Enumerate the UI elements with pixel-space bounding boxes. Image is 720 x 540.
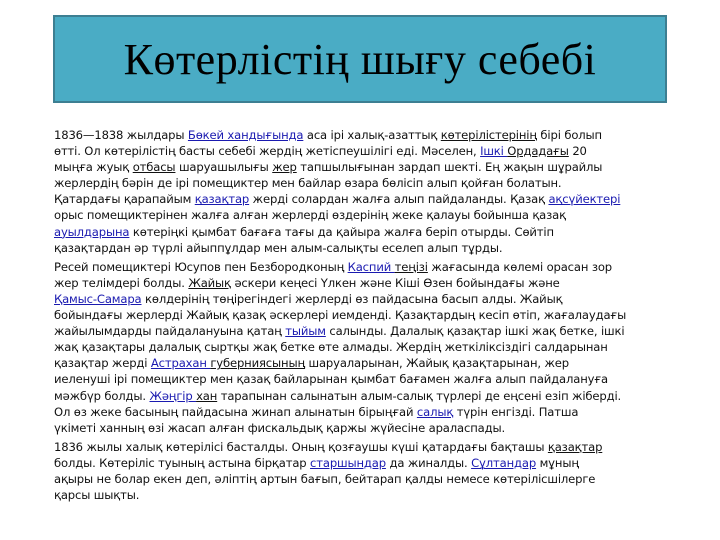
text-segment: әскери кеңесі Үлкен және Кіші Өзен бойындағы және <box>230 275 560 290</box>
hyperlink[interactable]: старшындар <box>310 455 386 470</box>
underlined-link-text[interactable]: Жайық <box>188 275 231 290</box>
underlined-link-text[interactable]: қазақтар <box>547 439 603 454</box>
underlined-link-text[interactable]: Ордадағы <box>507 144 569 159</box>
hyperlink[interactable]: Каспий <box>347 259 395 274</box>
hyperlink[interactable]: Жәңгір <box>149 388 197 403</box>
hyperlink[interactable]: салық <box>416 404 454 419</box>
text-line <box>54 127 684 143</box>
paragraph <box>54 259 684 436</box>
hyperlink[interactable]: ақсүйектері <box>548 192 621 207</box>
text-segment: көтеріңкі қымбат бағаға тағы да қайыра жалға беріп отырды. Сөйтіп <box>129 224 554 239</box>
underlined-link-text[interactable]: жер <box>272 160 297 175</box>
text-segment: жерді солардан жалға алып пайдаланды. Қазақ <box>249 192 549 207</box>
text-line <box>54 207 684 223</box>
text-line <box>54 471 684 487</box>
paragraph <box>54 127 684 256</box>
text-segment: жер телімдері болды. <box>54 275 189 290</box>
text-segment: көлдерінің төңірегіндегі жерлерді өз пайдасына басып алды. Жайық <box>141 291 563 306</box>
text-segment: иеленуші ірі помещиктер мен қазақ байларынан қымбат бағамен жалға алып пайдалануға <box>54 372 608 387</box>
text-segment: қарсы шықты. <box>54 488 140 503</box>
text-segment: шаруашылығы <box>175 160 273 175</box>
underlined-link-text[interactable]: отбасы <box>132 160 176 175</box>
text-segment: түрін енгізді. Патша <box>453 404 579 419</box>
slide-body-text <box>54 127 684 506</box>
text-line <box>54 191 684 207</box>
text-segment: мұның <box>536 455 579 470</box>
text-segment: жерлердің бәрін де ірі помещиктер мен байлар өзара бөлісіп алып қойған болатын. <box>54 176 562 191</box>
hyperlink[interactable]: тыйым <box>285 324 326 339</box>
text-segment: мәжбүр болды. <box>54 388 150 403</box>
text-line <box>54 355 684 371</box>
hyperlink[interactable]: Қамыс-Самара <box>54 291 142 306</box>
text-line <box>54 487 684 503</box>
hyperlink[interactable]: Ішкі <box>480 144 508 159</box>
text-segment: бойындағы жерлерді Жайық қазақ әскерлері иемденді. Қазақтардың кесіп өтіп, жағалаудағы <box>54 308 627 323</box>
text-segment: орыс помещиктерінен жалға алған жерлерді өздерінің жеке қалауы бойынша қазақ <box>54 208 566 223</box>
text-line <box>54 323 684 339</box>
underlined-link-text[interactable]: теңізі <box>394 259 428 274</box>
underlined-link-text[interactable]: хан <box>196 388 218 403</box>
text-line <box>54 371 684 387</box>
hyperlink[interactable]: ауылдарына <box>54 224 130 239</box>
text-segment: шаруаларынан, Жайық қазақтарынан, жер <box>304 356 569 371</box>
text-segment: тапшылығынан зардап шекті. Ең жақын шұрайлы <box>296 160 603 175</box>
text-segment: қазақтардан әр түрлі айыппұлдар мен алым-салықты еселеп алып тұрды. <box>54 240 503 255</box>
text-line <box>54 420 684 436</box>
hyperlink[interactable]: қазақтар <box>194 192 250 207</box>
text-segment: болды. Көтеріліс туының астына бірқатар <box>54 455 311 470</box>
text-segment: мыңға жуық <box>54 160 133 175</box>
text-line <box>54 307 684 323</box>
underlined-link-text[interactable]: көтерілістерінің <box>440 128 537 142</box>
text-segment: да жиналды. <box>385 455 472 470</box>
text-segment: 1836—1838 жылдары <box>54 128 188 142</box>
text-line <box>54 439 684 455</box>
text-line <box>54 275 684 291</box>
text-segment: өтті. Ол көтерілістің басты себебі жердің жетіспеушілігі еді. Мәселен, <box>54 144 481 159</box>
text-segment: салынды. Далалық қазақтар ішкі жақ бетке, ішкі <box>325 324 625 339</box>
text-segment: аса ірі халық-азаттық <box>303 128 441 142</box>
text-segment: бірі болып <box>536 128 602 142</box>
slide-title: Көтерлістің шығу себебі <box>123 34 597 84</box>
slide-title-box <box>53 15 667 103</box>
text-line <box>54 339 684 355</box>
underlined-link-text[interactable]: губерниясының <box>210 356 305 371</box>
text-line <box>54 291 684 307</box>
paragraph <box>54 439 684 503</box>
text-line <box>54 175 684 191</box>
text-line <box>54 143 684 159</box>
text-segment: жайылымдарды пайдалануына қатаң <box>54 324 286 339</box>
text-line <box>54 240 684 256</box>
text-line <box>54 224 684 240</box>
text-segment: Ресей помещиктері Юсупов пен Безбородконың <box>54 259 348 274</box>
text-segment: Ол өз жеке басының пайдасына жинап алынатын бірыңғай <box>54 404 417 419</box>
text-segment: қазақтар жерді <box>54 356 151 371</box>
text-segment: 1836 жылы халық көтерілісі басталды. Оның қозғаушы күші қатардағы бақташы <box>54 439 548 454</box>
text-segment: Қатардағы қарапайым <box>54 192 195 207</box>
text-segment: жағасында көлемі орасан зор <box>427 259 612 274</box>
hyperlink[interactable]: Сұлтандар <box>471 455 537 470</box>
text-line <box>54 259 684 275</box>
text-segment: 20 <box>568 144 587 159</box>
text-segment: тарапынан салынатын алым-салық түрлері де еңсені езіп жіберді. <box>217 388 622 403</box>
hyperlink[interactable]: Бөкей хандығында <box>187 128 304 142</box>
text-segment: жақ қазақтары далалық сыртқы жақ бетке өте алмады. Жердің жеткіліксіздігі салдарынан <box>54 340 608 355</box>
text-line <box>54 159 684 175</box>
hyperlink[interactable]: Астрахан <box>150 356 211 371</box>
text-line <box>54 388 684 404</box>
text-segment: ақыры не болар екен деп, әліптің артын бағып, бейтарап қалды немесе көтерілісшілерге <box>54 471 596 486</box>
text-segment: үкіметі ханның өзі жасап алған фискальдық қаржы жүйесіне араласпады. <box>54 420 505 435</box>
text-line <box>54 404 684 420</box>
text-line <box>54 455 684 471</box>
